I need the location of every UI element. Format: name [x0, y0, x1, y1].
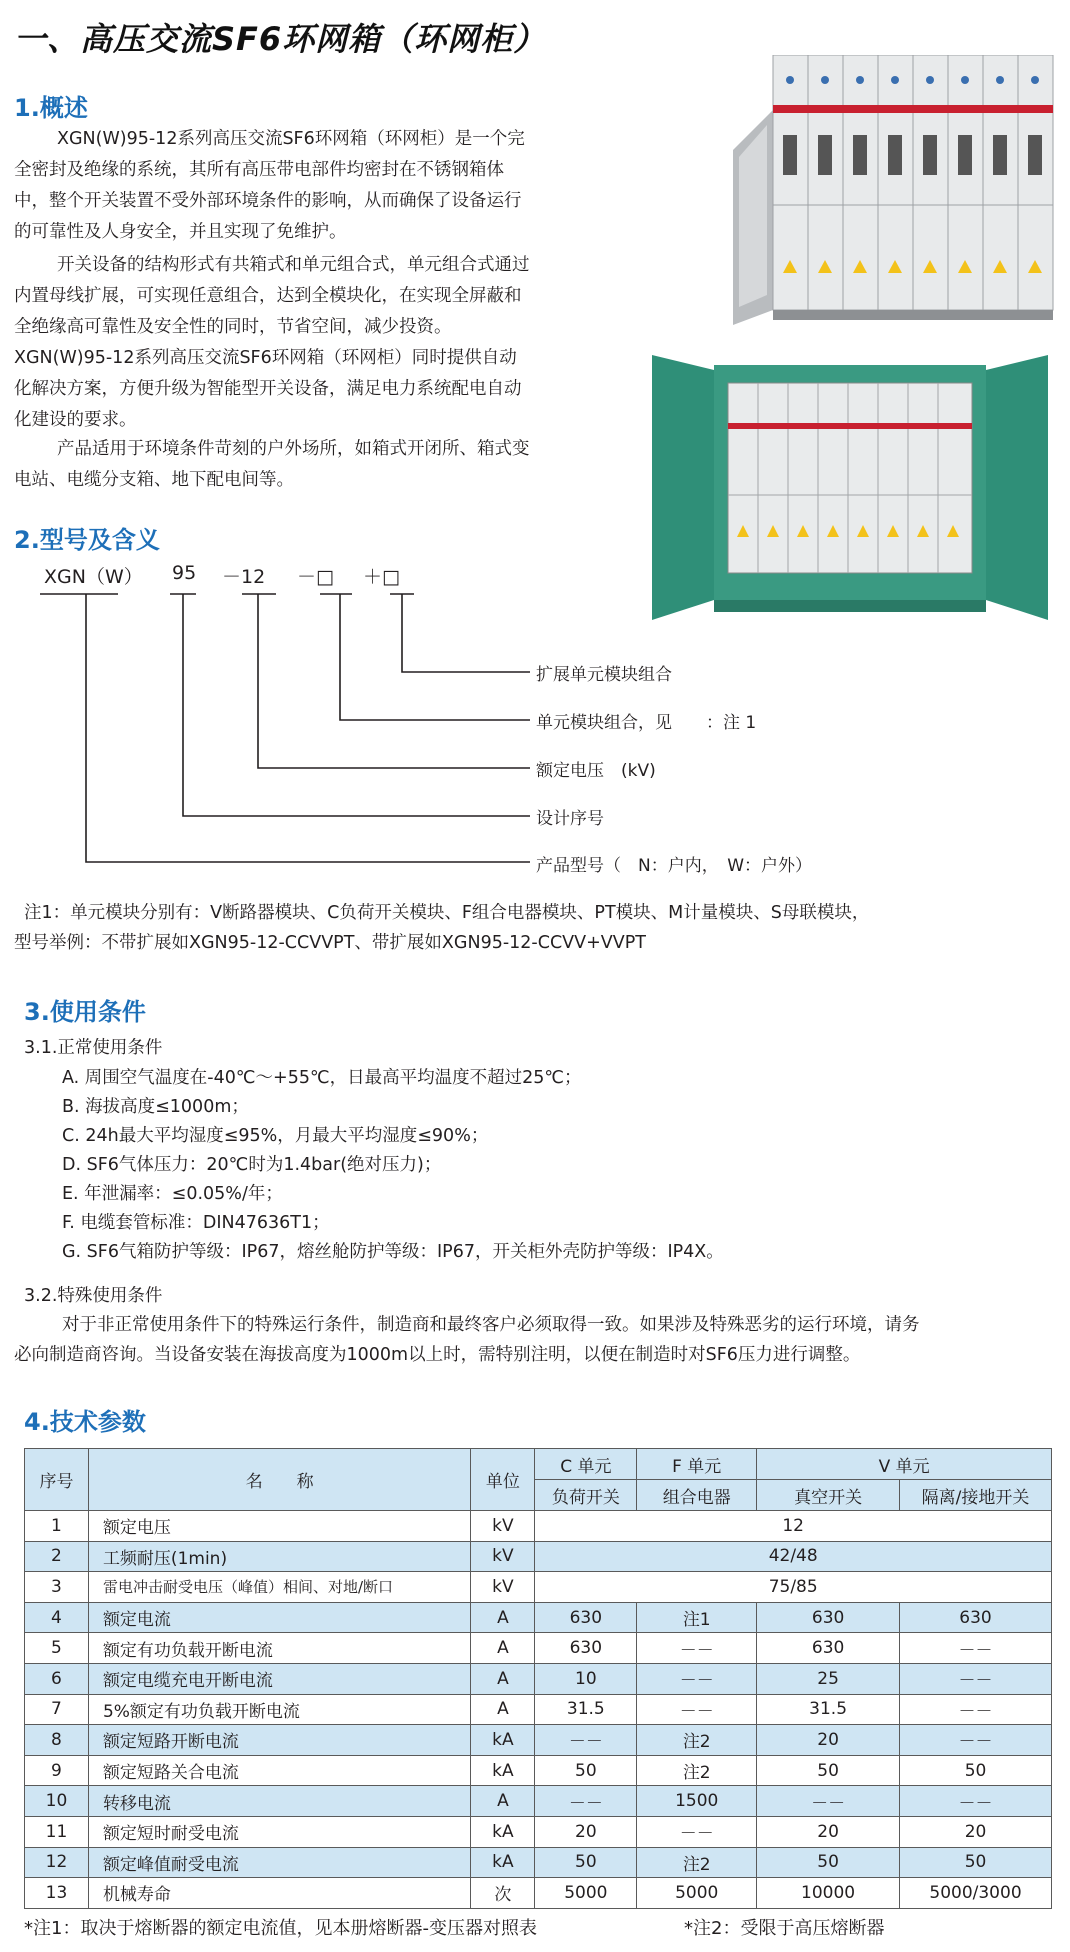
cell-c: 630 — [535, 1633, 637, 1664]
cell-no: 3 — [25, 1572, 89, 1603]
cell-v1: －－ — [757, 1786, 900, 1817]
overview-paragraph-2 — [14, 250, 606, 436]
cell-c: 5000 — [535, 1878, 637, 1909]
header-v-unit: V 单元 — [757, 1449, 1052, 1480]
switchgear-indoor-photo — [733, 55, 1055, 335]
condition-item: C. 24h最大平均湿度≤95%，月最大平均湿度≤90%； — [62, 1126, 489, 1146]
cell-unit: 次 — [471, 1878, 535, 1909]
model-code-diagram-lines — [0, 590, 540, 870]
p3-line: 电站、电缆分支箱、地下配电间等。 — [14, 470, 294, 490]
condition-item: F. 电缆套管标准：DIN47636T1； — [62, 1213, 330, 1233]
switchgear-outdoor-cabinet-photo — [652, 345, 1048, 625]
cell-unit: kA — [471, 1725, 535, 1756]
cell-f: －－ — [637, 1694, 757, 1725]
table-row — [25, 1663, 1052, 1694]
table-row — [25, 1694, 1052, 1725]
condition-item: D. SF6气体压力：20℃时为1.4bar(绝对压力)； — [62, 1155, 442, 1175]
special-conditions-subheading: 3.2.特殊使用条件 — [24, 1286, 163, 1306]
cell-v2: 50 — [900, 1755, 1052, 1786]
cell-name: 额定短时耐受电流 — [88, 1816, 471, 1847]
table-row — [25, 1847, 1052, 1878]
label-product-model: 产品型号（ N：户内， W：户外） — [536, 856, 813, 876]
p1-line: 的可靠性及人身安全，并且实现了免维护。 — [14, 222, 347, 242]
cell-f: 1500 — [637, 1786, 757, 1817]
condition-item: A. 周围空气温度在-40℃～+55℃，日最高平均温度不超过25℃； — [62, 1068, 582, 1088]
cell-name: 额定电压 — [88, 1511, 471, 1542]
cell-v1: 10000 — [757, 1878, 900, 1909]
cell-v2: －－ — [900, 1663, 1052, 1694]
section-overview-heading: 1.概述 — [14, 94, 88, 122]
section-conditions-heading: 3.使用条件 — [24, 998, 146, 1026]
cell-name: 额定电缆充电开断电流 — [88, 1663, 471, 1694]
cell-value: 75/85 — [535, 1572, 1052, 1603]
model-code-series: 95 — [172, 562, 197, 584]
cell-f: －－ — [637, 1633, 757, 1664]
cell-v2: －－ — [900, 1786, 1052, 1817]
cell-f: －－ — [637, 1816, 757, 1847]
cell-v2: －－ — [900, 1694, 1052, 1725]
table-row — [25, 1602, 1052, 1633]
table-row — [25, 1755, 1052, 1786]
cell-f: －－ — [637, 1663, 757, 1694]
cell-no: 13 — [25, 1878, 89, 1909]
normal-conditions-subheading: 3.1.正常使用条件 — [24, 1038, 163, 1058]
header-unit: 单位 — [471, 1449, 535, 1511]
cell-name: 转移电流 — [88, 1786, 471, 1817]
overview-paragraph-3 — [14, 434, 606, 496]
label-extension-combo: 扩展单元模块组合 — [536, 665, 672, 685]
label-rated-voltage: 额定电压 (kV) — [536, 761, 656, 781]
cell-c: －－ — [535, 1725, 637, 1756]
cell-unit: A — [471, 1694, 535, 1725]
cell-unit: kV — [471, 1511, 535, 1542]
p2-line: 内置母线扩展，可实现任意组合，达到全模块化，在实现全屏蔽和 — [14, 286, 522, 306]
label-module-combo: 单元模块组合，见 ：注 1 — [536, 713, 757, 733]
cell-no: 5 — [25, 1633, 89, 1664]
section-technical-heading: 4.技术参数 — [24, 1408, 146, 1436]
cell-unit: kA — [471, 1816, 535, 1847]
cell-no: 12 — [25, 1847, 89, 1878]
overview-paragraph-1 — [14, 124, 606, 248]
cell-name: 额定有功负载开断电流 — [88, 1633, 471, 1664]
cell-no: 6 — [25, 1663, 89, 1694]
table-row — [25, 1541, 1052, 1572]
cell-unit: A — [471, 1786, 535, 1817]
cell-c: 20 — [535, 1816, 637, 1847]
cell-v1: 630 — [757, 1602, 900, 1633]
footnote-2: *注2：受限于高压熔断器 — [684, 1918, 885, 1939]
cell-no: 11 — [25, 1816, 89, 1847]
p1-line: 中，整个开关装置不受外部环境条件的影响，从而确保了设备运行 — [14, 191, 522, 211]
cell-name: 5%额定有功负载开断电流 — [88, 1694, 471, 1725]
cell-v1: 31.5 — [757, 1694, 900, 1725]
cell-name: 额定峰值耐受电流 — [88, 1847, 471, 1878]
p2-line: 化解决方案，方便升级为智能型开关设备，满足电力系统配电自动 — [14, 379, 522, 399]
cell-name: 额定短路开断电流 — [88, 1725, 471, 1756]
cell-unit: kA — [471, 1847, 535, 1878]
cell-v1: 25 — [757, 1663, 900, 1694]
header-name: 名 称 — [88, 1449, 471, 1511]
table-row — [25, 1633, 1052, 1664]
p3-line: 产品适用于环境条件苛刻的户外场所，如箱式开闭所、箱式变 — [57, 439, 530, 459]
table-row — [25, 1816, 1052, 1847]
label-design-serial: 设计序号 — [536, 809, 604, 829]
cell-no: 4 — [25, 1602, 89, 1633]
p2-line: 化建设的要求。 — [14, 410, 137, 430]
cell-c: －－ — [535, 1786, 637, 1817]
cell-c: 50 — [535, 1755, 637, 1786]
cell-f: 5000 — [637, 1878, 757, 1909]
cell-no: 1 — [25, 1511, 89, 1542]
p1-line: XGN(W)95-12系列高压交流SF6环网箱（环网柜）是一个完 — [57, 129, 525, 149]
table-row — [25, 1786, 1052, 1817]
cell-f: 注2 — [637, 1847, 757, 1878]
cell-c: 10 — [535, 1663, 637, 1694]
cell-unit: A — [471, 1663, 535, 1694]
special-conditions-line-1: 对于非正常使用条件下的特殊运行条件，制造商和最终客户必须取得一致。如果涉及特殊恶劣的运行环境，请务 — [62, 1315, 920, 1335]
cell-no: 2 — [25, 1541, 89, 1572]
cell-unit: kV — [471, 1572, 535, 1603]
header-no: 序号 — [25, 1449, 89, 1511]
cell-v1: 50 — [757, 1847, 900, 1878]
model-code-extension: ＋□ — [363, 566, 400, 588]
header-f-unit: F 单元 — [637, 1449, 757, 1480]
cell-c: 31.5 — [535, 1694, 637, 1725]
p2-line: 全绝缘高可靠性及安全性的同时，节省空间，减少投资。 — [14, 317, 452, 337]
header-load-switch: 负荷开关 — [535, 1480, 637, 1511]
page-title: 一、高压交流SF6环网箱（环网柜） — [14, 20, 547, 58]
cell-unit: kV — [471, 1541, 535, 1572]
model-note-1: 注1：单元模块分别有：V断路器模块、C负荷开关模块、F组合电器模块、PT模块、M计量模块、S母联模块， — [24, 903, 870, 923]
cell-v2: 5000/3000 — [900, 1878, 1052, 1909]
cell-unit: A — [471, 1633, 535, 1664]
table-row — [25, 1572, 1052, 1603]
header-combined-apparatus: 组合电器 — [637, 1480, 757, 1511]
condition-item: G. SF6气箱防护等级：IP67，熔丝舱防护等级：IP67，开关柜外壳防护等级：IP4X。 — [62, 1242, 724, 1262]
table-row — [25, 1511, 1052, 1542]
cell-no: 10 — [25, 1786, 89, 1817]
model-note-example: 型号举例：不带扩展如XGN95-12-CCVVPT、带扩展如XGN95-12-CCVV+VVPT — [14, 933, 646, 953]
cell-c: 630 — [535, 1602, 637, 1633]
cell-v2: 50 — [900, 1847, 1052, 1878]
cell-name: 额定电流 — [88, 1602, 471, 1633]
section-model-heading: 2.型号及含义 — [14, 526, 160, 554]
cell-value: 42/48 — [535, 1541, 1052, 1572]
p2-line: XGN(W)95-12系列高压交流SF6环网箱（环网柜）同时提供自动 — [14, 348, 517, 368]
table-row — [25, 1878, 1052, 1909]
model-code-voltage: －12 — [222, 566, 266, 588]
cell-f: 注2 — [637, 1755, 757, 1786]
special-conditions-line-2: 必向制造商咨询。当设备安装在海拔高度为1000m以上时，需特别注明，以便在制造时对SF6压力进行调整。 — [14, 1345, 861, 1365]
p1-line: 全密封及绝缘的系统，其所有高压带电部件均密封在不锈钢箱体 — [14, 160, 504, 180]
condition-item: B. 海拔高度≤1000m； — [62, 1097, 249, 1117]
cell-no: 9 — [25, 1755, 89, 1786]
cell-f: 注1 — [637, 1602, 757, 1633]
cell-v2: 20 — [900, 1816, 1052, 1847]
cell-v1: 20 — [757, 1725, 900, 1756]
model-code-module: －□ — [297, 566, 334, 588]
cell-v2: －－ — [900, 1633, 1052, 1664]
cell-v1: 50 — [757, 1755, 900, 1786]
cell-v1: 20 — [757, 1816, 900, 1847]
cell-v2: －－ — [900, 1725, 1052, 1756]
footnote-1: *注1：取决于熔断器的额定电流值，见本册熔断器-变压器对照表 — [24, 1918, 537, 1939]
cell-v2: 630 — [900, 1602, 1052, 1633]
cell-f: 注2 — [637, 1725, 757, 1756]
header-vacuum-switch: 真空开关 — [757, 1480, 900, 1511]
p2-line: 开关设备的结构形式有共箱式和单元组合式，单元组合式通过 — [57, 255, 530, 275]
cell-no: 7 — [25, 1694, 89, 1725]
table-row — [25, 1725, 1052, 1756]
cell-no: 8 — [25, 1725, 89, 1756]
cell-v1: 630 — [757, 1633, 900, 1664]
condition-item: E. 年泄漏率：≤0.05%/年； — [62, 1184, 283, 1204]
model-code-prefix: XGN（W） — [44, 566, 143, 588]
header-c-unit: C 单元 — [535, 1449, 637, 1480]
cell-value: 12 — [535, 1511, 1052, 1542]
cell-c: 50 — [535, 1847, 637, 1878]
technical-parameters-table — [24, 1448, 1052, 1909]
cell-unit: kA — [471, 1755, 535, 1786]
cell-name: 机械寿命 — [88, 1878, 471, 1909]
cell-name: 工频耐压(1min) — [88, 1541, 471, 1572]
cell-name: 雷电冲击耐受电压（峰值）相间、对地/断口 — [88, 1572, 471, 1603]
header-isolating-earthing-switch: 隔离/接地开关 — [900, 1480, 1052, 1511]
cell-name: 额定短路关合电流 — [88, 1755, 471, 1786]
cell-unit: A — [471, 1602, 535, 1633]
